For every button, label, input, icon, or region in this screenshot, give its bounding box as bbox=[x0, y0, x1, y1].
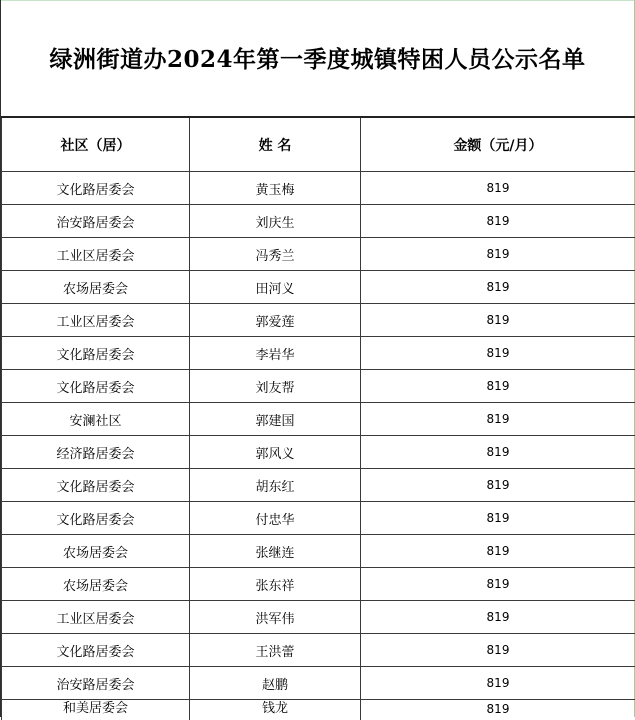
table-row bbox=[2, 337, 635, 370]
cell-name: 洪军伟 bbox=[190, 601, 361, 634]
table-row bbox=[2, 535, 635, 568]
cell-name: 钱龙 bbox=[190, 700, 361, 720]
cell-name: 郭爱莲 bbox=[190, 304, 361, 337]
cell-community: 工业区居委会 bbox=[2, 304, 190, 337]
cell-community: 文化路居委会 bbox=[2, 172, 190, 205]
cell-name: 付忠华 bbox=[190, 502, 361, 535]
cell-community: 农场居委会 bbox=[2, 535, 190, 568]
cell-community: 和美居委会 bbox=[2, 700, 190, 720]
table-row bbox=[2, 304, 635, 337]
table-row bbox=[2, 568, 635, 601]
cell-amount: 819 bbox=[361, 667, 635, 700]
cell-community: 农场居委会 bbox=[2, 568, 190, 601]
cell-community: 文化路居委会 bbox=[2, 469, 190, 502]
cell-amount: 819 bbox=[361, 634, 635, 667]
cell-name: 李岩华 bbox=[190, 337, 361, 370]
cell-name: 胡东红 bbox=[190, 469, 361, 502]
cell-name: 冯秀兰 bbox=[190, 238, 361, 271]
cell-name: 王洪蕾 bbox=[190, 634, 361, 667]
cell-amount: 819 bbox=[361, 601, 635, 634]
table-row bbox=[2, 667, 635, 700]
cell-amount: 819 bbox=[361, 403, 635, 436]
header-community: 社区（居） bbox=[2, 117, 190, 172]
cell-name: 田河义 bbox=[190, 271, 361, 304]
cell-amount: 819 bbox=[361, 436, 635, 469]
cell-name: 张继连 bbox=[190, 535, 361, 568]
cell-amount: 819 bbox=[361, 535, 635, 568]
cell-amount: 819 bbox=[361, 469, 635, 502]
cell-community: 文化路居委会 bbox=[2, 634, 190, 667]
cell-name: 郭风义 bbox=[190, 436, 361, 469]
table-row bbox=[2, 436, 635, 469]
cell-community: 文化路居委会 bbox=[2, 502, 190, 535]
table-row bbox=[2, 469, 635, 502]
cell-amount: 819 bbox=[361, 568, 635, 601]
table-row bbox=[2, 502, 635, 535]
cell-amount: 819 bbox=[361, 238, 635, 271]
cell-amount: 819 bbox=[361, 337, 635, 370]
cell-community: 安澜社区 bbox=[2, 403, 190, 436]
cell-community: 治安路居委会 bbox=[2, 667, 190, 700]
cell-amount: 819 bbox=[361, 271, 635, 304]
header-name: 姓 名 bbox=[190, 117, 361, 172]
table-row bbox=[2, 601, 635, 634]
table-row bbox=[2, 370, 635, 403]
cell-community: 文化路居委会 bbox=[2, 337, 190, 370]
page-title: 绿洲街道办2024年第一季度城镇特困人员公示名单 bbox=[1, 45, 634, 75]
table-row bbox=[2, 634, 635, 667]
cell-name: 刘友帮 bbox=[190, 370, 361, 403]
cell-amount: 819 bbox=[361, 502, 635, 535]
cell-amount: 819 bbox=[361, 172, 635, 205]
table-row bbox=[2, 205, 635, 238]
title-area bbox=[1, 0, 634, 116]
cell-amount: 819 bbox=[361, 304, 635, 337]
cell-community: 治安路居委会 bbox=[2, 205, 190, 238]
roster-table bbox=[1, 116, 635, 720]
cell-community: 工业区居委会 bbox=[2, 601, 190, 634]
cell-community: 农场居委会 bbox=[2, 271, 190, 304]
header-row bbox=[2, 117, 635, 172]
cell-amount: 819 bbox=[361, 700, 635, 720]
table-row bbox=[2, 172, 635, 205]
table-body bbox=[2, 172, 635, 720]
header-amount: 金额（元/月） bbox=[361, 117, 635, 172]
cell-name: 刘庆生 bbox=[190, 205, 361, 238]
cell-community: 文化路居委会 bbox=[2, 370, 190, 403]
cell-name: 张东祥 bbox=[190, 568, 361, 601]
cell-amount: 819 bbox=[361, 205, 635, 238]
table-row bbox=[2, 403, 635, 436]
table-row bbox=[2, 238, 635, 271]
cell-name: 赵鹏 bbox=[190, 667, 361, 700]
cell-amount: 819 bbox=[361, 370, 635, 403]
table-row bbox=[2, 271, 635, 304]
cell-community: 经济路居委会 bbox=[2, 436, 190, 469]
cell-name: 郭建国 bbox=[190, 403, 361, 436]
cell-name: 黄玉梅 bbox=[190, 172, 361, 205]
cell-community: 工业区居委会 bbox=[2, 238, 190, 271]
